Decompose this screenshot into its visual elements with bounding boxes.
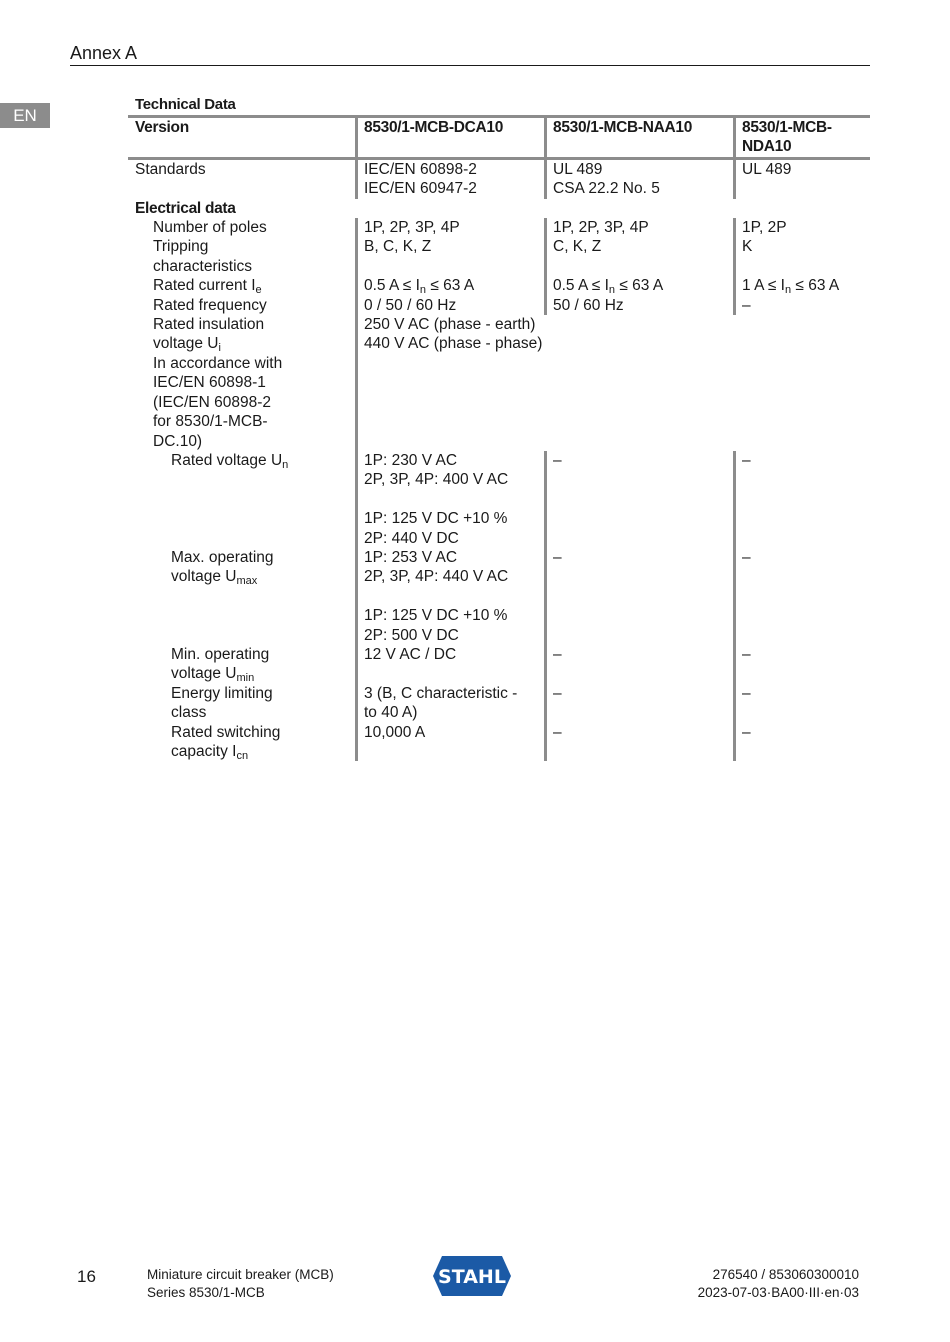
- cell-standards-nda10: [735, 158, 871, 198]
- cell-line: UL 489: [742, 160, 792, 178]
- column-header-dca10: 8530/1-MCB-DCA10: [357, 117, 546, 159]
- label-line: Max. operating: [171, 548, 274, 566]
- cell-switching-naa10: –: [546, 723, 735, 762]
- cell-tripping-naa10: C, K, Z: [546, 237, 735, 276]
- cell-line: 1P: 125 V DC +10 %: [364, 607, 508, 625]
- cell-line: 2P, 3P, 4P: 440 V AC: [364, 568, 509, 586]
- footer-document-info: [698, 1266, 859, 1302]
- cell-poles-naa10: 1P, 2P, 3P, 4P: [546, 218, 735, 237]
- row-label-rated-current: Rated current $I_e$: [153, 277, 262, 297]
- row-label-rated-voltage: Rated voltage $U_n$: [171, 451, 289, 471]
- label-line: (IEC/EN 60898-2: [153, 393, 272, 411]
- cell-max-voltage-dca10: [357, 548, 546, 645]
- label-line: voltage $U_{max}$: [171, 568, 258, 588]
- row-label-min-voltage: [128, 645, 357, 684]
- row-label-max-voltage: [128, 548, 357, 645]
- cell-switching-dca10: 10,000 A: [357, 723, 546, 762]
- cell-rated-voltage-nda10: –: [735, 451, 871, 548]
- label-line: IEC/EN 60898-1: [153, 374, 266, 392]
- label-line: for 8530/1-MCB-: [153, 413, 268, 431]
- cell-tripping-dca10: B, C, K, Z: [357, 237, 546, 276]
- label-line: Energy limiting: [171, 684, 273, 702]
- cell-rated-current-nda10: 1 $A \le I_n \le 63$ A: [735, 276, 871, 295]
- cell-insulation-all: [357, 315, 871, 451]
- table-row-energy-class: [128, 684, 870, 723]
- cell-line: 1P: 230 V AC: [364, 451, 458, 469]
- footer-product-line: Miniature circuit breaker (MCB): [147, 1267, 334, 1282]
- section-label-electrical: Electrical data: [135, 199, 236, 217]
- cell-max-voltage-naa10: –: [546, 548, 735, 645]
- cell-standards-naa10: [546, 158, 735, 198]
- page-number: 16: [77, 1267, 96, 1286]
- cell-line: CSA 22.2 No. 5: [553, 180, 660, 198]
- cell-min-voltage-dca10: 12 V AC / DC: [357, 645, 546, 684]
- label-line: class: [171, 704, 207, 722]
- svg-text:STAHL: STAHL: [438, 1266, 506, 1288]
- page-header-title: Annex A: [70, 43, 138, 63]
- cell-rated-frequency-dca10: 0 / 50 / 60 Hz: [357, 296, 546, 315]
- cell-rated-frequency-naa10: 50 / 60 Hz: [546, 296, 735, 315]
- stahl-logo: [432, 1254, 512, 1298]
- label-line: capacity $I_{cn}$: [171, 742, 249, 762]
- table-section-electrical: [128, 199, 870, 218]
- table-row-rated-voltage: [128, 451, 870, 548]
- cell-energy-class-naa10: –: [546, 684, 735, 723]
- label-line: Rated switching: [171, 723, 281, 741]
- footer-product: [147, 1266, 334, 1302]
- label-line: Tripping: [153, 238, 209, 256]
- cell-rated-frequency-nda10: –: [735, 296, 871, 315]
- cell-switching-nda10: –: [735, 723, 871, 762]
- row-label-rated-frequency: Rated frequency: [153, 296, 267, 314]
- cell-line: 250 V AC (phase - earth): [364, 316, 536, 334]
- cell-rated-voltage-dca10: [357, 451, 546, 548]
- footer-series-line: Series 8530/1-MCB: [147, 1285, 265, 1300]
- language-tab: EN: [0, 103, 50, 128]
- row-label-switching: [128, 723, 357, 762]
- cell-energy-class-dca10: [357, 684, 546, 723]
- table-row-max-voltage: [128, 548, 870, 645]
- table-row-rated-current: [128, 276, 870, 295]
- header-divider: [70, 65, 870, 66]
- version-label: Version: [128, 117, 357, 159]
- cell-poles-dca10: 1P, 2P, 3P, 4P: [357, 218, 546, 237]
- label-line: Min. operating: [171, 645, 270, 663]
- document-revision: 2023-07-03·BA00·III·en·03: [697, 1285, 859, 1300]
- label-line: DC.10): [153, 432, 203, 450]
- cell-line: IEC/EN 60898-2: [364, 160, 477, 178]
- label-line: voltage $U_{min}$: [171, 665, 255, 685]
- table-row-insulation: [128, 315, 870, 451]
- cell-line: to 40 A): [364, 704, 418, 722]
- cell-max-voltage-nda10: –: [735, 548, 871, 645]
- table-row-standards: [128, 158, 870, 198]
- table-row-min-voltage: [128, 645, 870, 684]
- cell-rated-current-naa10: 0.5 $A \le I_n \le 63$ A: [546, 276, 735, 295]
- cell-line: 1P: 253 V AC: [364, 548, 458, 566]
- cell-tripping-nda10: K: [735, 237, 871, 276]
- cell-standards-dca10: [357, 158, 546, 198]
- document-number: 276540 / 853060300010: [712, 1267, 859, 1282]
- cell-line: IEC/EN 60947-2: [364, 180, 477, 198]
- table-row-poles: [128, 218, 870, 237]
- cell-rated-current-dca10: 0.5 $A \le I_n \le 63$ A: [357, 276, 546, 295]
- section-title: Technical Data: [135, 96, 236, 113]
- cell-min-voltage-nda10: –: [735, 645, 871, 684]
- column-header-nda10: 8530/1-MCB-NDA10: [735, 117, 871, 159]
- cell-line: 2P: 440 V DC: [364, 529, 459, 547]
- cell-min-voltage-naa10: –: [546, 645, 735, 684]
- cell-poles-nda10: 1P, 2P: [735, 218, 871, 237]
- cell-line: 3 (B, C characteristic -: [364, 684, 518, 702]
- cell-energy-class-nda10: –: [735, 684, 871, 723]
- row-label-insulation: [128, 315, 357, 451]
- table-row-switching: [128, 723, 870, 762]
- table-row-tripping: [128, 237, 870, 276]
- cell-line: 2P, 3P, 4P: 400 V AC: [364, 471, 509, 489]
- cell-line: UL 489: [553, 160, 603, 178]
- label-line: voltage $U_i$: [153, 335, 221, 355]
- row-label-standards: Standards: [135, 160, 206, 178]
- technical-data-table: [128, 115, 870, 761]
- column-header-naa10: 8530/1-MCB-NAA10: [546, 117, 735, 159]
- table-row-rated-frequency: [128, 296, 870, 315]
- cell-rated-voltage-naa10: –: [546, 451, 735, 548]
- label-line: Rated insulation: [153, 316, 265, 334]
- row-label-tripping: [128, 237, 357, 276]
- table-header-row: [128, 117, 870, 159]
- row-label-energy-class: [128, 684, 357, 723]
- row-label-poles: Number of poles: [153, 219, 267, 237]
- cell-line: 440 V AC (phase - phase): [364, 335, 543, 353]
- cell-line: 1P: 125 V DC +10 %: [364, 510, 508, 528]
- cell-line: 2P: 500 V DC: [364, 626, 459, 644]
- label-line: In accordance with: [153, 354, 283, 372]
- label-line: characteristics: [153, 257, 253, 275]
